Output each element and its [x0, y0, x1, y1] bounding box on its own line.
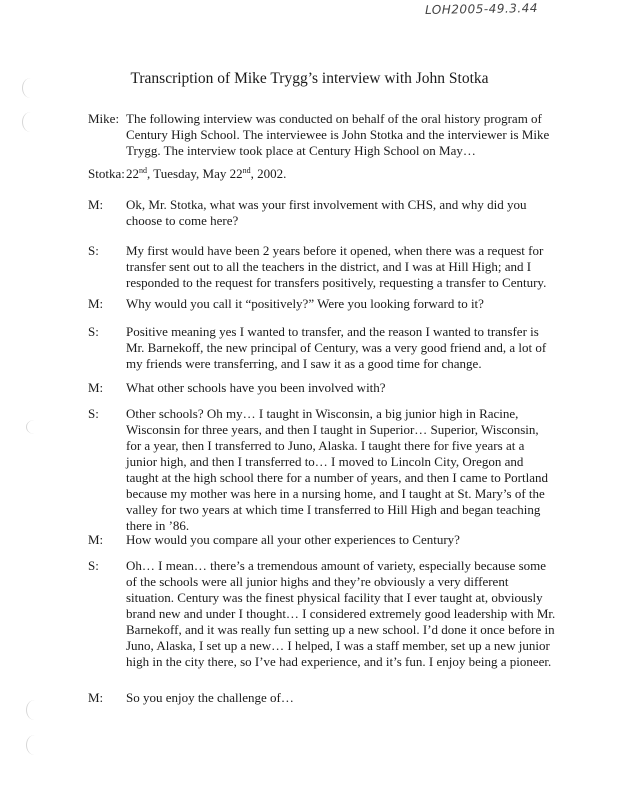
speaker-label: M:	[88, 690, 104, 705]
speaker-label: Mike:	[88, 111, 120, 126]
utterance-text: Ok, Mr. Stotka, what was your first involvement with CHS, and why did you choose to come here?	[126, 197, 527, 228]
speaker-label: S:	[88, 558, 99, 573]
utterance-text: My first would have been 2 years before it opened, when there was a request for transfer sent out to all the teachers in the district, and I was at Hill High; and I responded to the request for transfers positively, requesting a transfer to Century.	[126, 243, 547, 290]
speaker-label: M:	[88, 532, 104, 547]
speaker-label: M:	[88, 197, 104, 212]
utterance-text: Oh… I mean… there’s a tremendous amount of variety, especially because some of the schools were all junior highs and they’re obviously a very different situation. Century was the finest physical facility that I ever taught at, obviously brand new and under I thought… I considered extremely good leadership with Mr. Barnekoff, and it was really fun setting up a new school. I’d done it once before in Juno, Alaska, I set up a new… I helped, I was a staff member, set up a new junior high in the city there, so I’ve had experience, and it’s fun. I enjoy being a pioneer.	[126, 558, 556, 669]
speaker-label: S:	[88, 406, 99, 421]
punch-hole-mark	[26, 735, 43, 755]
speaker-label: Stotka:	[88, 166, 125, 181]
utterance-text: How would you compare all your other experiences to Century?	[126, 532, 460, 547]
punch-hole-mark	[26, 700, 43, 720]
speaker-label: M:	[88, 296, 104, 311]
accession-number: LOH2005-49.3.44	[424, 1, 539, 17]
speaker-label: S:	[88, 324, 99, 339]
date-text: 22nd, Tuesday, May 22nd, 2002.	[126, 166, 287, 181]
utterance-text: Why would you call it “positively?” Were you looking forward to it?	[126, 296, 484, 311]
speaker-label: M:	[88, 380, 104, 395]
punch-hole-mark	[26, 420, 43, 434]
speaker-label: S:	[88, 243, 99, 258]
utterance-text: What other schools have you been involved with?	[126, 380, 386, 395]
utterance-text: So you enjoy the challenge of…	[126, 690, 294, 705]
page-title: Transcription of Mike Trygg’s interview with John Stotka	[130, 70, 489, 87]
utterance-text: Other schools? Oh my… I taught in Wisconsin, a big junior high in Racine, Wisconsin for three years, and then I taught in Superior… Superior, Wisconsin, for a year, then I transferred to Juno, Alaska. I taught there for five years at a junior high, and then I transferred to… I moved to Lincoln City, Oregon and taught at the high school there for a number of years, and then I came to Portland because my mother was here in a nursing home, and I taught at St. Mary’s of the valley for two years at which time I transferred to Hill High and began teaching there in ’86.	[126, 406, 549, 533]
punch-hole-mark	[22, 112, 39, 132]
utterance-text: Positive meaning yes I wanted to transfer, and the reason I wanted to transfer is Mr. Barnekoff, the new principal of Century, was a very good friend and, a lot of my friends were transferring, and I saw it as a good time for change.	[126, 324, 547, 371]
utterance-text: The following interview was conducted on behalf of the oral history program of Century High School. The interviewee is John Stotka and the interviewer is Mike Trygg. The interview took place at Century High School on May…	[126, 111, 550, 158]
